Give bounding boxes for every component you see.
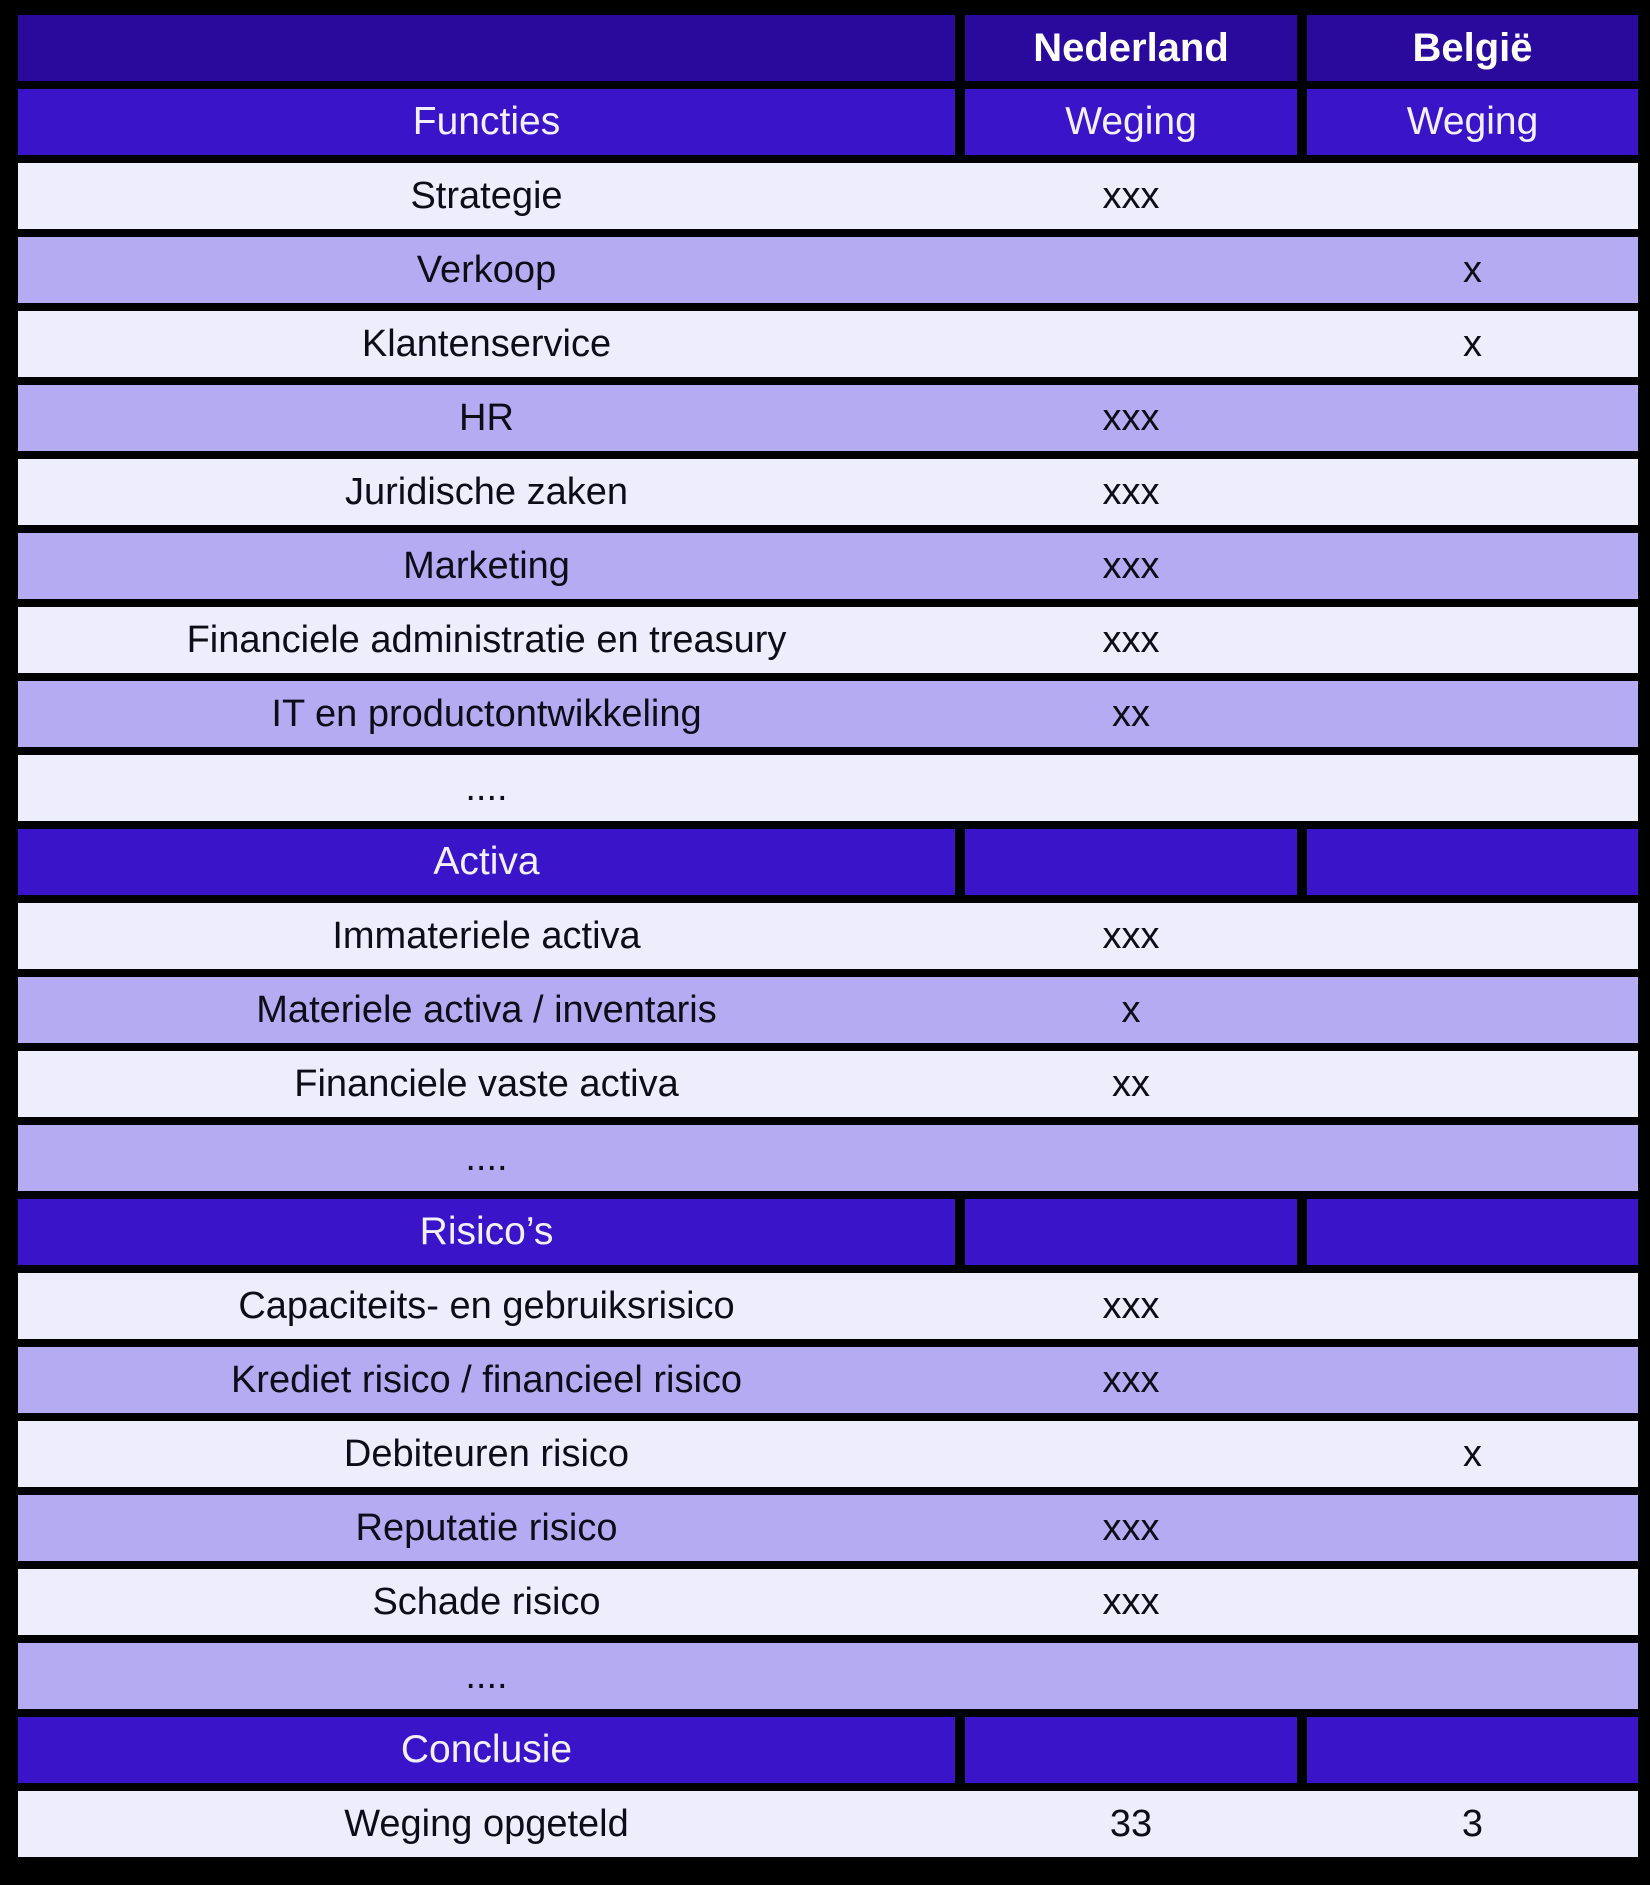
- be-weging-value-cell: x: [1463, 322, 1482, 365]
- table-row: [18, 1495, 1638, 1561]
- row-label-cell: Financiele administratie en treasury: [186, 618, 787, 661]
- table-row: [18, 1051, 1638, 1117]
- table-row: [18, 829, 1638, 895]
- row-label-cell: HR: [459, 396, 514, 439]
- table-row: [18, 459, 1638, 525]
- row-label-cell: Financiele vaste activa: [294, 1062, 679, 1105]
- section-header-cell: Risico’s: [18, 1199, 955, 1265]
- table-row: [18, 755, 1638, 821]
- row-label-cell: Immateriele activa: [332, 914, 641, 957]
- nl-weging-value-cell: xxx: [1102, 1506, 1160, 1549]
- table-row: [18, 681, 1638, 747]
- table-row: [18, 15, 1638, 81]
- nl-weging-value-cell: xxx: [1102, 618, 1160, 661]
- nl-weging-value-cell: xxx: [1102, 470, 1160, 513]
- be-weging-value-cell: [1307, 1125, 1638, 1191]
- section-empty-be-cell: [1307, 1717, 1638, 1783]
- be-weging-value-cell: [1307, 607, 1638, 673]
- row-label-cell: Weging opgeteld: [344, 1802, 629, 1845]
- nl-weging-value-cell: [965, 311, 1297, 377]
- section-empty-nl-cell: [965, 1199, 1297, 1265]
- be-weging-value-cell: [1307, 977, 1638, 1043]
- be-weging-value-cell: [1307, 681, 1638, 747]
- section-header-cell: Activa: [18, 829, 955, 895]
- table-row: [18, 1347, 1638, 1413]
- table-row: [18, 89, 1638, 155]
- nl-weging-value-cell: xxx: [1102, 396, 1160, 439]
- functies-header-cell: Functies: [18, 89, 955, 155]
- be-weging-value-cell: [1307, 385, 1638, 451]
- be-weging-value-cell: [1307, 459, 1638, 525]
- row-label-cell: Strategie: [410, 174, 563, 217]
- be-weging-header-cell: Weging: [1307, 89, 1638, 155]
- table-row: [18, 311, 1638, 377]
- be-weging-value-cell: [1307, 163, 1638, 229]
- row-label-cell: ....: [465, 1136, 508, 1179]
- section-empty-be-cell: [1307, 829, 1638, 895]
- be-weging-value-cell: 3: [1461, 1802, 1484, 1845]
- nl-weging-value-cell: xxx: [1102, 914, 1160, 957]
- row-label-cell: Materiele activa / inventaris: [256, 988, 717, 1031]
- be-weging-value-cell: [1307, 1495, 1638, 1561]
- nl-weging-value-cell: xxx: [1102, 1580, 1160, 1623]
- nl-weging-value-cell: xxx: [1102, 1358, 1160, 1401]
- nl-weging-value-cell: xxx: [1102, 174, 1160, 217]
- section-empty-nl-cell: [965, 1717, 1297, 1783]
- nl-weging-header-cell: Weging: [965, 89, 1297, 155]
- table-row: [18, 1643, 1638, 1709]
- be-weging-value-cell: [1307, 1643, 1638, 1709]
- row-label-cell: ....: [465, 1654, 508, 1697]
- nl-weging-value-cell: [965, 1125, 1297, 1191]
- section-empty-nl-cell: [965, 829, 1297, 895]
- be-weging-value-cell: x: [1463, 1432, 1482, 1475]
- table-row: [18, 1273, 1638, 1339]
- nl-weging-value-cell: xx: [1112, 1062, 1150, 1105]
- row-label-cell: Schade risico: [372, 1580, 601, 1623]
- nl-weging-value-cell: [965, 1421, 1297, 1487]
- be-weging-value-cell: [1307, 1569, 1638, 1635]
- be-weging-value-cell: [1307, 755, 1638, 821]
- nl-weging-value-cell: xxx: [1102, 1284, 1160, 1327]
- nl-weging-value-cell: xxx: [1102, 544, 1160, 587]
- table-row: [18, 163, 1638, 229]
- be-weging-value-cell: [1307, 1051, 1638, 1117]
- be-weging-value-cell: [1307, 1273, 1638, 1339]
- nl-weging-value-cell: [965, 755, 1297, 821]
- table-row: [18, 1569, 1638, 1635]
- row-label-cell: Marketing: [403, 544, 570, 587]
- section-header-cell: Conclusie: [18, 1717, 955, 1783]
- nl-weging-value-cell: 33: [1109, 1802, 1153, 1845]
- row-label-cell: Juridische zaken: [344, 470, 629, 513]
- row-label-cell: Krediet risico / financieel risico: [230, 1358, 743, 1401]
- table-row: [18, 385, 1638, 451]
- nl-weging-value-cell: [965, 1643, 1297, 1709]
- table-row: [18, 607, 1638, 673]
- table-row: [18, 1125, 1638, 1191]
- row-label-cell: IT en productontwikkeling: [271, 692, 702, 735]
- nl-weging-value-cell: [965, 237, 1297, 303]
- table-row: [18, 1421, 1638, 1487]
- col-header-belgie: België: [1307, 15, 1638, 81]
- table-row: [18, 237, 1638, 303]
- table-row: [18, 1199, 1638, 1265]
- table-row: [18, 903, 1638, 969]
- be-weging-value-cell: [1307, 533, 1638, 599]
- be-weging-value-cell: [1307, 903, 1638, 969]
- row-label-cell: Reputatie risico: [355, 1506, 618, 1549]
- row-label-cell: Klantenservice: [361, 322, 612, 365]
- row-label-cell: ....: [465, 766, 508, 809]
- section-empty-be-cell: [1307, 1199, 1638, 1265]
- row-label-cell: Capaciteits- en gebruiksrisico: [238, 1284, 735, 1327]
- nl-weging-value-cell: xx: [1112, 692, 1150, 735]
- table-row: [18, 977, 1638, 1043]
- row-label-cell: Debiteuren risico: [343, 1432, 630, 1475]
- corner-cell: [18, 15, 955, 81]
- nl-weging-value-cell: x: [1121, 988, 1141, 1031]
- table-row: [18, 533, 1638, 599]
- table-row: [18, 1717, 1638, 1783]
- be-weging-value-cell: [1307, 1347, 1638, 1413]
- row-label-cell: Verkoop: [416, 248, 557, 291]
- weging-table: [18, 15, 1638, 1857]
- be-weging-value-cell: x: [1463, 248, 1482, 291]
- col-header-nederland: Nederland: [965, 15, 1297, 81]
- table-row: [18, 1791, 1638, 1857]
